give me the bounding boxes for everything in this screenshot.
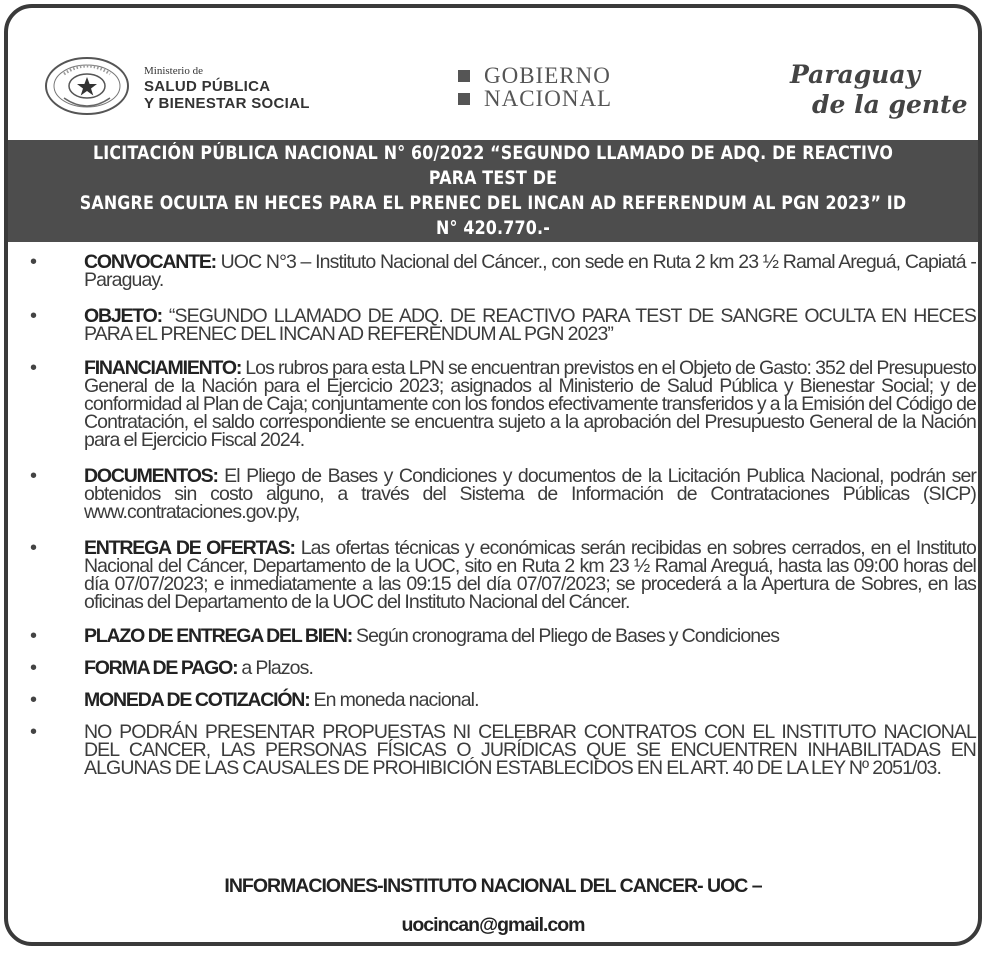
item-text: “SEGUNDO LLAMADO DE ADQ. DE REACTIVO PARA TEST DE SANGRE OCULTA EN HECES PARA EL PRENEC DEL INCAN AD REFERENDUM AL PGN 2023”: [84, 305, 976, 345]
item-text: NO PODRÁN PRESENTAR PROPUESTAS NI CELEBRAR CONTRATOS CON EL INSTITUTO NACIONAL DEL CANCER, LAS PERSONAS FÍSICAS O JURÍDICAS QUE SE ENCUENTREN INHABILITADAS EN ALGUNAS DE LAS CAUSALES DE PROHIBICIÓN ESTABLECIDOS EN EL ART. 40 DE LA LEY Nº 2051/03.: [84, 721, 976, 779]
ministry-line-2: Y BIENESTAR SOCIAL: [144, 95, 310, 112]
title-line-2: SANGRE OCULTA EN HECES PARA EL PRENEC DEL INCAN AD REFERENDUM AL PGN 2023” ID N° 420.770.-: [79, 193, 907, 239]
footer: [8, 875, 978, 937]
item-label: PLAZO DE ENTREGA DEL BIEN:: [84, 625, 352, 647]
item-text: El Pliego de Bases y Condiciones y documentos de la Licitación Publica Nacional, podrán ser obtenidos sin costo alguno, a través del Sistema de Información de Contrataciones Públicas (SICP) www.contrataciones.gov.py,: [84, 465, 976, 523]
gob-line-1: GOBIERNO: [484, 63, 611, 88]
ministry-logo: [144, 66, 310, 111]
footer-email: uocincan@gmail.com: [401, 914, 585, 936]
slogan-line-2: de la gente: [812, 90, 968, 119]
bullet-list: [26, 253, 976, 777]
item-label: CONVOCANTE:: [84, 251, 216, 273]
item-text: Las ofertas técnicas y económicas serán recibidas en sobres cerrados, en el Instituto Nacional del Cáncer, Departamento de la UOC, sito en Ruta 2 km 23 ½ Ramal Areguá, hasta las 09:00 horas del día 07/07/2023; e inmediatamente a las 09:15 del día 07/07/2023; se procederá a la Apertura de Sobres, en las oficinas del Departamento de la UOC del Instituto Nacional del Cáncer.: [84, 537, 976, 613]
item-label: MONEDA DE COTIZACIÓN:: [84, 689, 310, 711]
list-item: [26, 539, 976, 611]
item-text: Los rubros para esta LPN se encuentran previstos en el Objeto de Gasto: 352 del Presupuesto General de la Nación para el Ejercicio 2023; asignados al Ministerio de Salud Pública y Bienestar Social; y de conformidad al Plan de Caja; conjuntamente con los fondos efectivamente transferidos y a la Emisión del Código de Contratación, el saldo correspondiente se encuentra sujeto a la aprobación del Presupuesto General de la Nación para el Ejercicio Fiscal 2024.: [84, 357, 976, 451]
footer-info: INFORMACIONES-INSTITUTO NACIONAL DEL CANCER- UOC –: [224, 875, 762, 897]
paraguay-slogan: [790, 60, 968, 120]
list-item: [26, 659, 976, 677]
item-text: Según cronograma del Pliego de Bases y Condiciones: [351, 625, 780, 647]
title-line-1: LICITACIÓN PÚBLICA NACIONAL N° 60/2022 “SEGUNDO LLAMADO DE ADQ. DE REACTIVO PARA TEST DE: [92, 143, 894, 189]
item-text: a Plazos.: [237, 657, 313, 679]
square-icon: [458, 93, 470, 105]
item-text: UOC N°3 – Instituto Nacional del Cáncer., con sede en Ruta 2 km 23 ½ Ramal Areguá, Capiatá - Paraguay.: [84, 251, 976, 291]
item-label: FINANCIAMIENTO:: [84, 357, 242, 379]
item-label: DOCUMENTOS:: [84, 465, 218, 487]
list-item: [26, 723, 976, 777]
ministry-line-1: SALUD PÚBLICA: [144, 78, 271, 95]
notice-body: [26, 253, 976, 777]
ministry-small-text: Ministerio de: [144, 65, 203, 77]
header: [8, 8, 978, 140]
square-icon: [458, 70, 470, 82]
list-item: [26, 627, 976, 645]
list-item: [26, 359, 976, 449]
notice-title: [76, 141, 910, 241]
notice-frame: [4, 4, 982, 946]
list-item: [26, 253, 976, 289]
gobierno-nacional-logo: [458, 64, 612, 110]
gob-line-2: NACIONAL: [484, 86, 613, 111]
paraguay-seal-icon: [44, 56, 130, 116]
item-text: En moneda nacional.: [309, 689, 479, 711]
list-item: [26, 307, 976, 343]
list-item: [26, 467, 976, 521]
item-label: ENTREGA DE OFERTAS:: [84, 537, 295, 559]
item-label: OBJETO:: [84, 305, 162, 327]
list-item: [26, 691, 976, 709]
title-bar: [8, 140, 978, 242]
item-label: FORMA DE PAGO:: [84, 657, 238, 679]
slogan-line-1: Paraguay: [790, 60, 921, 89]
